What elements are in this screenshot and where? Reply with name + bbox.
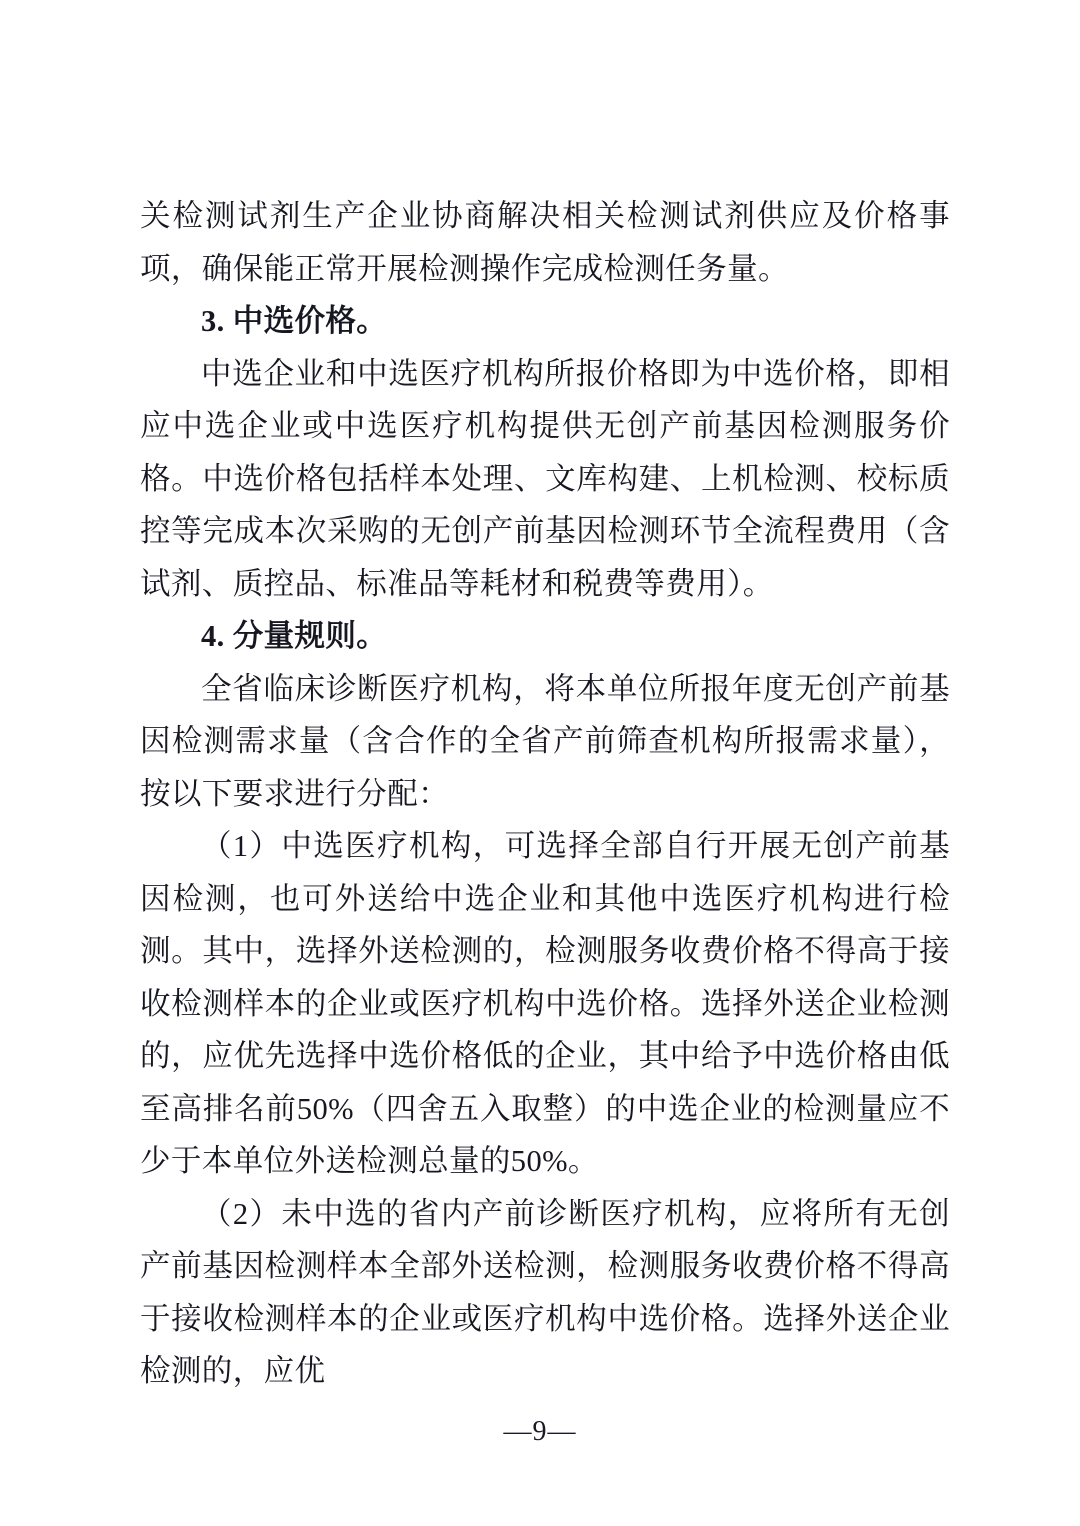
heading-section-3: 3. 中选价格。: [201, 304, 388, 338]
document-body: [140, 190, 950, 1398]
paragraph-section-4-body: 全省临床诊断医疗机构，将本单位所报年度无创产前基因检测需求量（含合作的全省产前筛查机构所报需求量），按以下要求进行分配：: [140, 671, 950, 811]
paragraph-section-3-body: 中选企业和中选医疗机构所报价格即为中选价格，即相应中选企业或中选医疗机构提供无创产前基因检测服务价格。中选价格包括样本处理、文库构建、上机检测、校标质控等完成本次采购的无创产前基因检测环节全流程费用（含试剂、质控品、标准品等耗材和税费等费用）。: [140, 356, 950, 601]
paragraph-section-4-item-2: （2）未中选的省内产前诊断医疗机构，应将所有无创产前基因检测样本全部外送检测，检测服务收费价格不得高于接收检测样本的企业或医疗机构中选价格。选择外送企业检测的，应优: [140, 1196, 950, 1388]
heading-section-4: 4. 分量规则。: [201, 619, 388, 653]
paragraph-section-4-item-1: （1）中选医疗机构，可选择全部自行开展无创产前基因检测，也可外送给中选企业和其他中选医疗机构进行检测。其中，选择外送检测的，检测服务收费价格不得高于接收检测样本的企业或医疗机构中选价格。选择外送企业检测的，应优先选择中选价格低的企业，其中给予中选价格由低至高排名前50%（四舍五入取整）的中选企业的检测量应不少于本单位外送检测总量的50%。: [140, 829, 950, 1178]
paragraph-continued: 关检测试剂生产企业协商解决相关检测试剂供应及价格事项，确保能正常开展检测操作完成检测任务量。: [140, 199, 950, 286]
page-number: —9—: [503, 1416, 577, 1447]
